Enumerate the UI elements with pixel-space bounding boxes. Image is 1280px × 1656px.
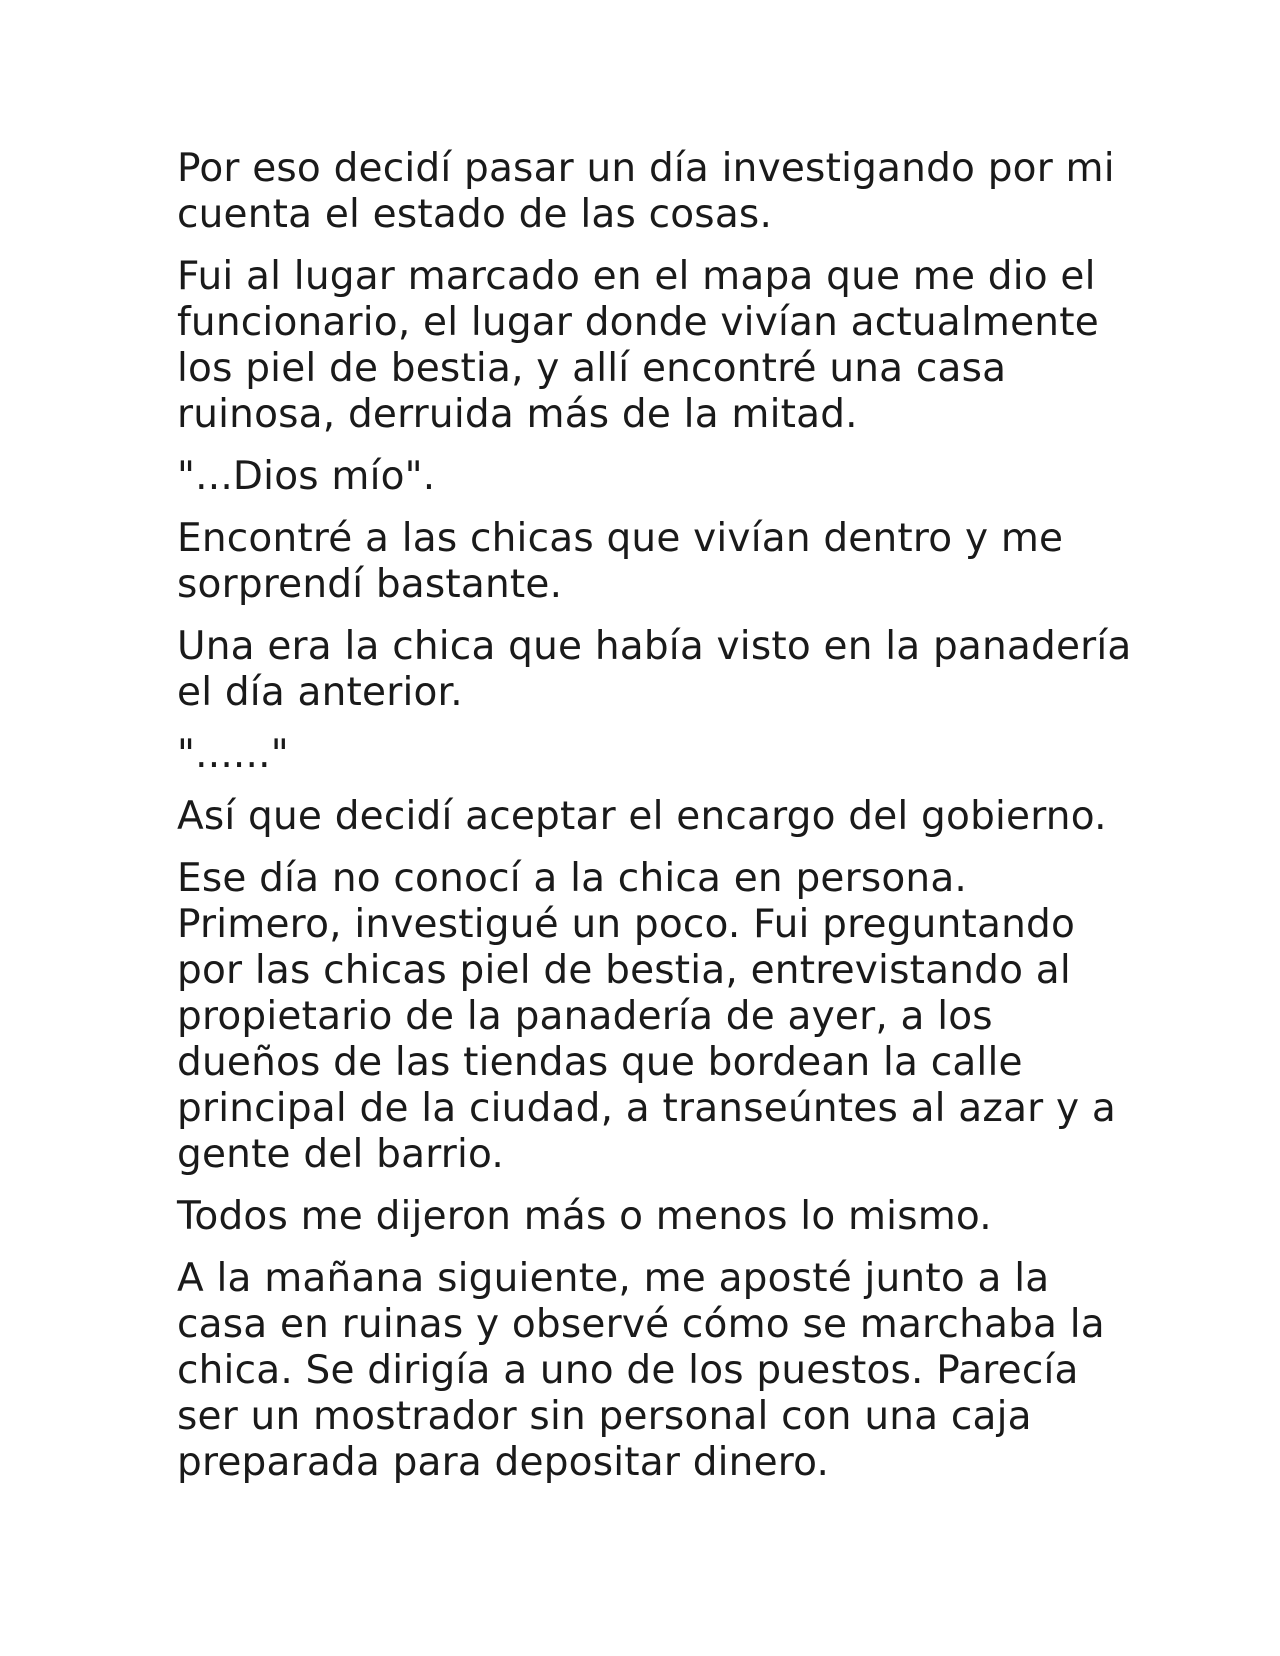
dialogue-line: "...Dios mío". <box>177 454 436 499</box>
document-page <box>177 146 1177 1502</box>
paragraph: Por eso decidí pasar un día investigando por mi cuenta el estado de las cosas. <box>177 146 1115 237</box>
paragraph: Fui al lugar marcado en el mapa que me dio el funcionario, el lugar donde vivían actualmente los piel de bestia, y allí encontré una casa ruinosa, derruida más de la mitad. <box>177 254 1099 437</box>
paragraph: Ese día no conocí a la chica en persona. Primero, investigué un poco. Fui preguntando por las chicas piel de bestia, entrevistando al propietario de la panadería de ayer, a los dueños de las tiendas que bordean la calle principal de la ciudad, a transeúntes al azar y a gente del barrio. <box>177 856 1116 1177</box>
paragraph: A la mañana siguiente, me aposté junto a la casa en ruinas y observé cómo se marchaba la chica. Se dirigía a uno de los puestos. Parecía ser un mostrador sin personal con una caja preparada para depositar dinero. <box>177 1256 1105 1485</box>
dialogue-line: "......" <box>177 732 289 777</box>
paragraph: Así que decidí aceptar el encargo del gobierno. <box>177 794 1107 839</box>
paragraph: Encontré a las chicas que vivían dentro y me sorprendí bastante. <box>177 516 1064 607</box>
paragraph: Todos me dijeron más o menos lo mismo. <box>177 1194 992 1239</box>
paragraph: Una era la chica que había visto en la panadería el día anterior. <box>177 624 1132 715</box>
